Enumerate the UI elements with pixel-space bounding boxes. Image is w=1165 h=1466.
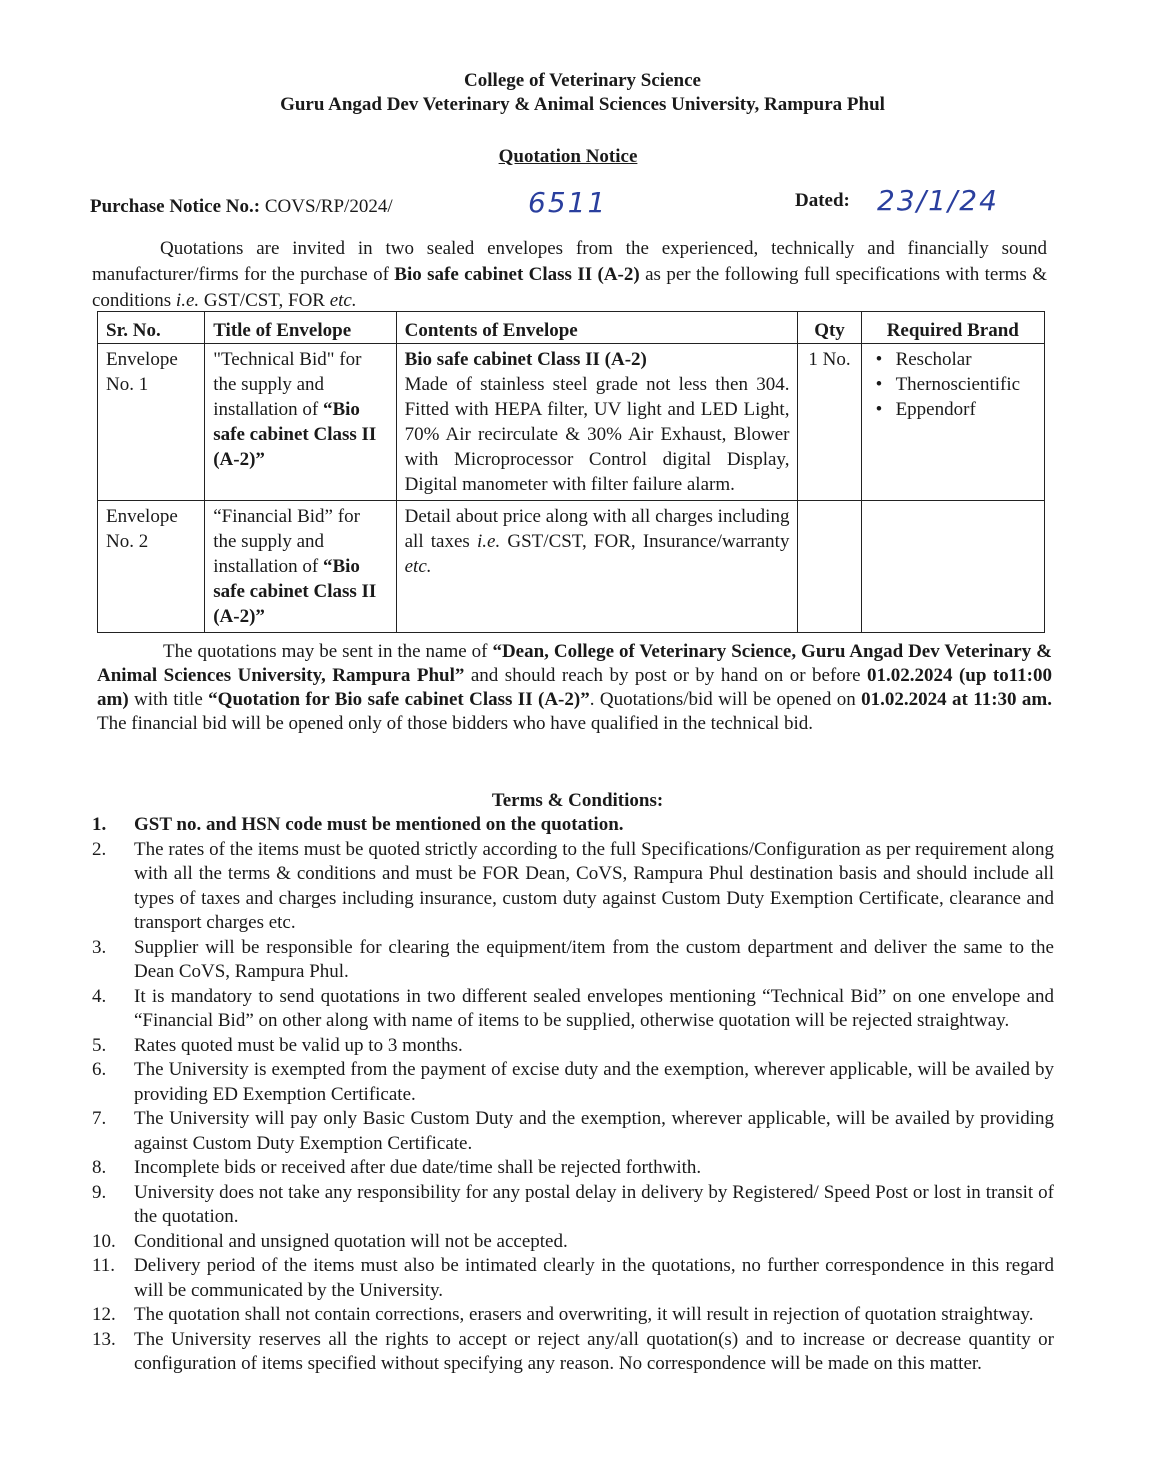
submission-text-e: with title <box>128 689 209 710</box>
envelope-table <box>97 311 1045 633</box>
envelope-2-contents-text-a: Detail about price along with all charges including all taxes <box>404 506 790 552</box>
term-number: 4. <box>92 985 107 1007</box>
purchase-notice-prefix: COVS/RP/2024/ <box>264 196 393 217</box>
term-item <box>92 1107 1054 1156</box>
submission-text-a: The quotations may be sent in the name of <box>163 641 493 662</box>
col-header-brand: Required Brand <box>861 312 1044 344</box>
brand-list <box>870 347 1036 422</box>
term-number: 9. <box>92 1181 107 1203</box>
envelope-2-contents-etc: etc. <box>404 556 432 577</box>
envelope-2-title-text: “Financial Bid” for the supply and installation of <box>213 506 360 577</box>
terms-list <box>92 813 1054 1377</box>
term-number: 13. <box>92 1328 116 1350</box>
intro-ie: i.e. <box>175 290 200 311</box>
envelope-2-title <box>205 501 396 633</box>
term-text: Rates quoted must be valid up to 3 months. <box>134 1034 463 1056</box>
purchase-notice-line <box>90 186 608 219</box>
envelope-2-title-item: “Bio safe cabinet Class II (A-2)” <box>213 556 377 627</box>
term-number: 10. <box>92 1230 116 1252</box>
envelope-1-title-text: "Technical Bid" for the supply and installation of <box>213 349 362 420</box>
term-item <box>92 985 1054 1034</box>
envelope-2-qty <box>798 501 861 633</box>
envelope-1-item-name: Bio safe cabinet Class II (A-2) <box>404 349 647 370</box>
envelope-2-contents <box>396 501 798 633</box>
envelope-1-sr: Envelope No. 1 <box>98 344 205 501</box>
term-text: It is mandatory to send quotations in two different sealed envelopes mentioning “Technical Bid” on one envelope and “Financial Bid” on other along with name of items to be supplied, otherwise quotation will be rejected straightway. <box>134 985 1054 1031</box>
term-number: 1. <box>92 814 107 835</box>
envelope-1-title <box>205 344 396 501</box>
envelope-2-sr: Envelope No. 2 <box>98 501 205 633</box>
col-header-qty: Qty <box>798 312 861 344</box>
intro-text-2: as per the following full specifications with terms & conditions <box>92 264 1047 311</box>
handwritten-date: 23/1/24 <box>877 184 999 217</box>
term-item <box>92 1034 1054 1059</box>
term-number: 11. <box>92 1255 116 1276</box>
term-text: Conditional and unsigned quotation will not be accepted. <box>134 1230 568 1252</box>
term-text: University does not take any responsibility for any postal delay in delivery by Registered/ Speed Post or lost in transit of the quotation. <box>134 1181 1054 1227</box>
opening-datetime: 01.02.2024 at 11:30 am. <box>861 689 1052 710</box>
term-text: GST no. and HSN code must be mentioned on the quotation. <box>134 814 624 835</box>
envelope-1-specification: Made of stainless steel grade not less then 304. Fitted with HEPA filter, UV light and LED Light, 70% Air recirculate & 30% Air Exhaust, Blower with Microprocessor Control digital Display, Digital manometer with filter failure alarm. <box>404 374 790 495</box>
term-item <box>92 1156 1054 1181</box>
term-item <box>92 1058 1054 1107</box>
term-item <box>92 838 1054 936</box>
term-text: The quotation shall not contain corrections, erasers and overwriting, it will result in rejection of quotation straightway. <box>134 1304 1034 1325</box>
col-header-sr: Sr. No. <box>98 312 205 344</box>
brand-item: • Thernoscientific <box>870 372 1036 397</box>
term-text: The University will pay only Basic Custom Duty and the exemption, wherever applicable, will be availed by providing against Custom Duty Exemption Certificate. <box>134 1108 1054 1154</box>
submission-envelope-title: “Quotation for Bio safe cabinet Class II (A-2)” <box>208 689 590 710</box>
dated-label: Dated: <box>795 190 850 211</box>
term-number: 6. <box>92 1059 107 1080</box>
term-text: The University is exempted from the payment of excise duty and the exemption, wherever applicable, will be availed by providing ED Exemption Certificate. <box>134 1059 1054 1105</box>
term-item <box>92 1181 1054 1230</box>
intro-text-3: GST/CST, FOR <box>199 290 330 311</box>
envelope-1-title-item: “Bio safe cabinet Class II (A-2)” <box>213 399 377 470</box>
intro-item: Bio safe cabinet Class II (A-2) <box>394 264 640 285</box>
term-item <box>92 1328 1054 1377</box>
submission-addressee: “Dean, College of Veterinary Science, Guru Angad Dev Veterinary & Animal Sciences University, Rampura Phul” <box>97 641 1052 686</box>
handwritten-notice-number: 6511 <box>528 186 608 219</box>
submission-text-i: The financial bid will be opened only of those bidders who have qualified in the technical bid. <box>97 713 813 734</box>
term-text: Supplier will be responsible for clearing the equipment/item from the custom department and deliver the same to the Dean CoVS, Rampura Phul. <box>134 936 1054 982</box>
intro-etc: etc. <box>329 290 357 311</box>
term-text: Delivery period of the items must also be intimated clearly in the quotations, no further correspondence in this regard will be communicated by the University. <box>134 1255 1054 1301</box>
envelope-2-contents-text-b: GST/CST, FOR, Insurance/warranty <box>500 531 790 552</box>
submission-paragraph <box>97 640 1052 736</box>
intro-text-1: Quotations are invited in two sealed envelopes from the experienced, technically and financially sound manufacturer/firms for the purchase of <box>92 238 1047 285</box>
table-row <box>98 501 1045 633</box>
brand-item: • Rescholar <box>870 347 1036 372</box>
term-text: Incomplete bids or received after due date/time shall be rejected forthwith. <box>134 1157 702 1178</box>
envelope-1-contents <box>396 344 798 501</box>
purchase-notice-label: Purchase Notice No.: <box>90 196 261 217</box>
term-number: 3. <box>92 936 107 958</box>
envelope-1-brands <box>861 344 1044 501</box>
term-text: The University reserves all the rights to accept or reject any/all quotation(s) and to increase or decrease quantity or configuration of items specified without specifying any reason. No correspondence will be made on this matter. <box>134 1328 1054 1374</box>
document-title: Quotation Notice <box>498 146 638 167</box>
term-text: The rates of the items must be quoted strictly according to the full Specifications/Configuration as per requirement along with all the terms & conditions and must be FOR Dean, CoVS, Rampura Phul destination basis and should include all types of taxes and charges including insurance, custom duty against Custom Duty Exemption Certificate, clearance and transport charges etc. <box>134 838 1054 933</box>
table-row <box>98 344 1045 501</box>
term-number: 2. <box>92 838 107 860</box>
table-header-row <box>98 312 1045 344</box>
college-name: College of Veterinary Science <box>464 70 701 91</box>
col-header-contents: Contents of Envelope <box>396 312 798 344</box>
submission-text-g: . Quotations/bid will be opened on <box>589 689 862 710</box>
terms-heading: Terms & Conditions: <box>491 790 664 811</box>
envelope-2-brand <box>861 501 1044 633</box>
university-name: Guru Angad Dev Veterinary & Animal Sciences University, Rampura Phul <box>280 94 885 115</box>
intro-paragraph <box>92 236 1047 314</box>
term-item <box>92 1303 1054 1328</box>
term-item <box>92 936 1054 985</box>
envelope-1-qty: 1 No. <box>798 344 861 501</box>
term-number: 5. <box>92 1034 107 1056</box>
term-item <box>92 1230 1054 1255</box>
term-item <box>92 813 1054 838</box>
term-number: 8. <box>92 1157 107 1178</box>
submission-text-c: and should reach by post or by hand on or before <box>464 665 867 686</box>
envelope-2-contents-ie: i.e. <box>477 531 501 552</box>
term-item <box>92 1254 1054 1303</box>
brand-item: • Eppendorf <box>870 397 1036 422</box>
col-header-title: Title of Envelope <box>205 312 396 344</box>
term-number: 7. <box>92 1108 107 1129</box>
submission-deadline: 01.02.2024 (up to11:00 am) <box>97 665 1053 710</box>
term-number: 12. <box>92 1304 116 1325</box>
